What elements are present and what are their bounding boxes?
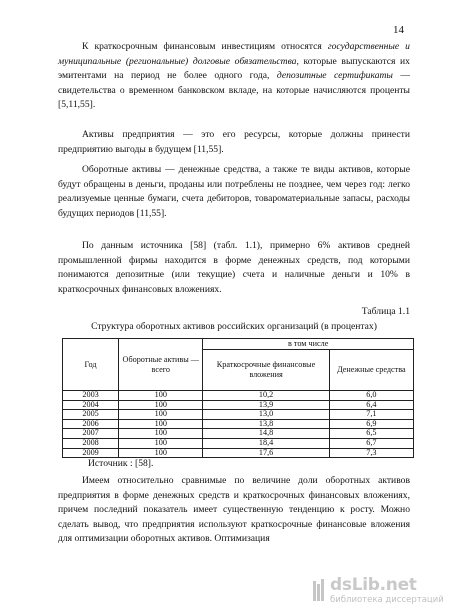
p3-text: Оборотные активы — денежные средства, а также те виды активов, которые будут обращены в деньги, проданы или потреблены не позднее, чем через год: легко реализуемые ценные бумаги, счета дебиторов, товароматериальные запасы, расходы будущих периодов [11,55].: [58, 164, 410, 219]
cell-short-term: 10,2: [203, 391, 329, 401]
header-year: Год: [63, 339, 119, 391]
header-cash: Денежные средства: [329, 350, 413, 391]
cell-total: 100: [119, 400, 203, 410]
cell-short-term: 17,6: [203, 448, 329, 458]
p4-text: По данным источника [58] (табл. 1.1), примерно 6% активов средней промышленной фирмы находится в форме денежных средств, под которыми понимаются депозитные (или текущие) счета и наличные деньги и 10% в краткосрочных финансовых вложениях.: [58, 240, 410, 295]
p2-text: Активы предприятия — это его ресурсы, которые должны принести предприятию выгоды в будущем [11,55].: [58, 129, 410, 155]
p1-text-b: , которые выпускаются их эмитентами на период не более одного года,: [58, 55, 410, 82]
p5-text: Имеем относительно сравнимые по величине доли оборотных активов предприятия в форме денежных средств и краткосрочных финансовых вложениях, причем последний показатель имеет существенную тенденцию к росту. Можно сделать вывод, что предприятия используют краткосрочные финансовые вложения для оптимизации оборотных активов. Оптимизация: [58, 475, 410, 545]
cell-year: 2006: [63, 419, 119, 429]
watermark: [312, 575, 442, 607]
table-row: [63, 400, 414, 410]
cell-total: 100: [119, 429, 203, 439]
table-row: [63, 438, 414, 448]
cell-short-term: 14,8: [203, 429, 329, 439]
header-short-term: Краткосрочные финансовые вложения: [203, 350, 329, 391]
cell-cash: 6,4: [329, 400, 413, 410]
cell-cash: 6,9: [329, 419, 413, 429]
table-row: [63, 410, 414, 420]
header-current-assets: Оборотные активы — всего: [119, 339, 203, 391]
p1-text-c: — свидетельства о временном банковском вкладе, на которые начисляются проценты [5,11,55].: [58, 70, 410, 111]
cell-year: 2009: [63, 448, 119, 458]
paragraph-source-data: [58, 239, 410, 297]
cell-total: 100: [119, 438, 203, 448]
cell-total: 100: [119, 448, 203, 458]
paragraph-current-assets: [58, 163, 410, 221]
cell-short-term: 13,0: [203, 410, 329, 420]
watermark-brand: dsLib.net: [330, 575, 417, 595]
table-title: Структура оборотных активов российских организаций (в процентах): [91, 321, 377, 332]
table-row: [63, 448, 414, 458]
p1-italic-a: государственные и муниципальные (региональные) долговые обязательства: [58, 41, 410, 67]
current-assets-table: [62, 338, 414, 458]
header-including: в том числе: [203, 339, 414, 350]
page-number: 14: [393, 24, 404, 36]
watermark-subtitle: библиотека диссертаций: [330, 595, 444, 605]
cell-short-term: 13,8: [203, 419, 329, 429]
cell-cash: 7,1: [329, 410, 413, 420]
cell-cash: 7,3: [329, 448, 413, 458]
table-source: Источник : [58].: [88, 458, 154, 469]
paragraph-short-term-investments: [58, 40, 410, 113]
book-2: [317, 584, 320, 601]
cell-year: 2005: [63, 410, 119, 420]
cell-short-term: 18,4: [203, 438, 329, 448]
book-stack-icon: [312, 579, 326, 603]
cell-year: 2004: [63, 400, 119, 410]
p1-text-a: К краткосрочным финансовым инвестициям относятся: [82, 41, 328, 52]
cell-total: 100: [119, 419, 203, 429]
cell-cash: 6,5: [329, 429, 413, 439]
cell-total: 100: [119, 391, 203, 401]
cell-year: 2008: [63, 438, 119, 448]
paragraph-conclusion: [58, 474, 410, 547]
cell-short-term: 13,9: [203, 400, 329, 410]
cell-cash: 6,0: [329, 391, 413, 401]
cell-year: 2003: [63, 391, 119, 401]
paragraph-assets: [58, 128, 410, 157]
table-row: [63, 391, 414, 401]
table-number: Таблица 1.1: [361, 306, 410, 317]
cell-cash: 6,7: [329, 438, 413, 448]
book-3: [321, 579, 324, 601]
book-1: [313, 581, 316, 601]
p1-italic-b: депозитные сертификаты: [276, 70, 393, 82]
table-row: [63, 429, 414, 439]
table-row: [63, 419, 414, 429]
cell-year: 2007: [63, 429, 119, 439]
cell-total: 100: [119, 410, 203, 420]
